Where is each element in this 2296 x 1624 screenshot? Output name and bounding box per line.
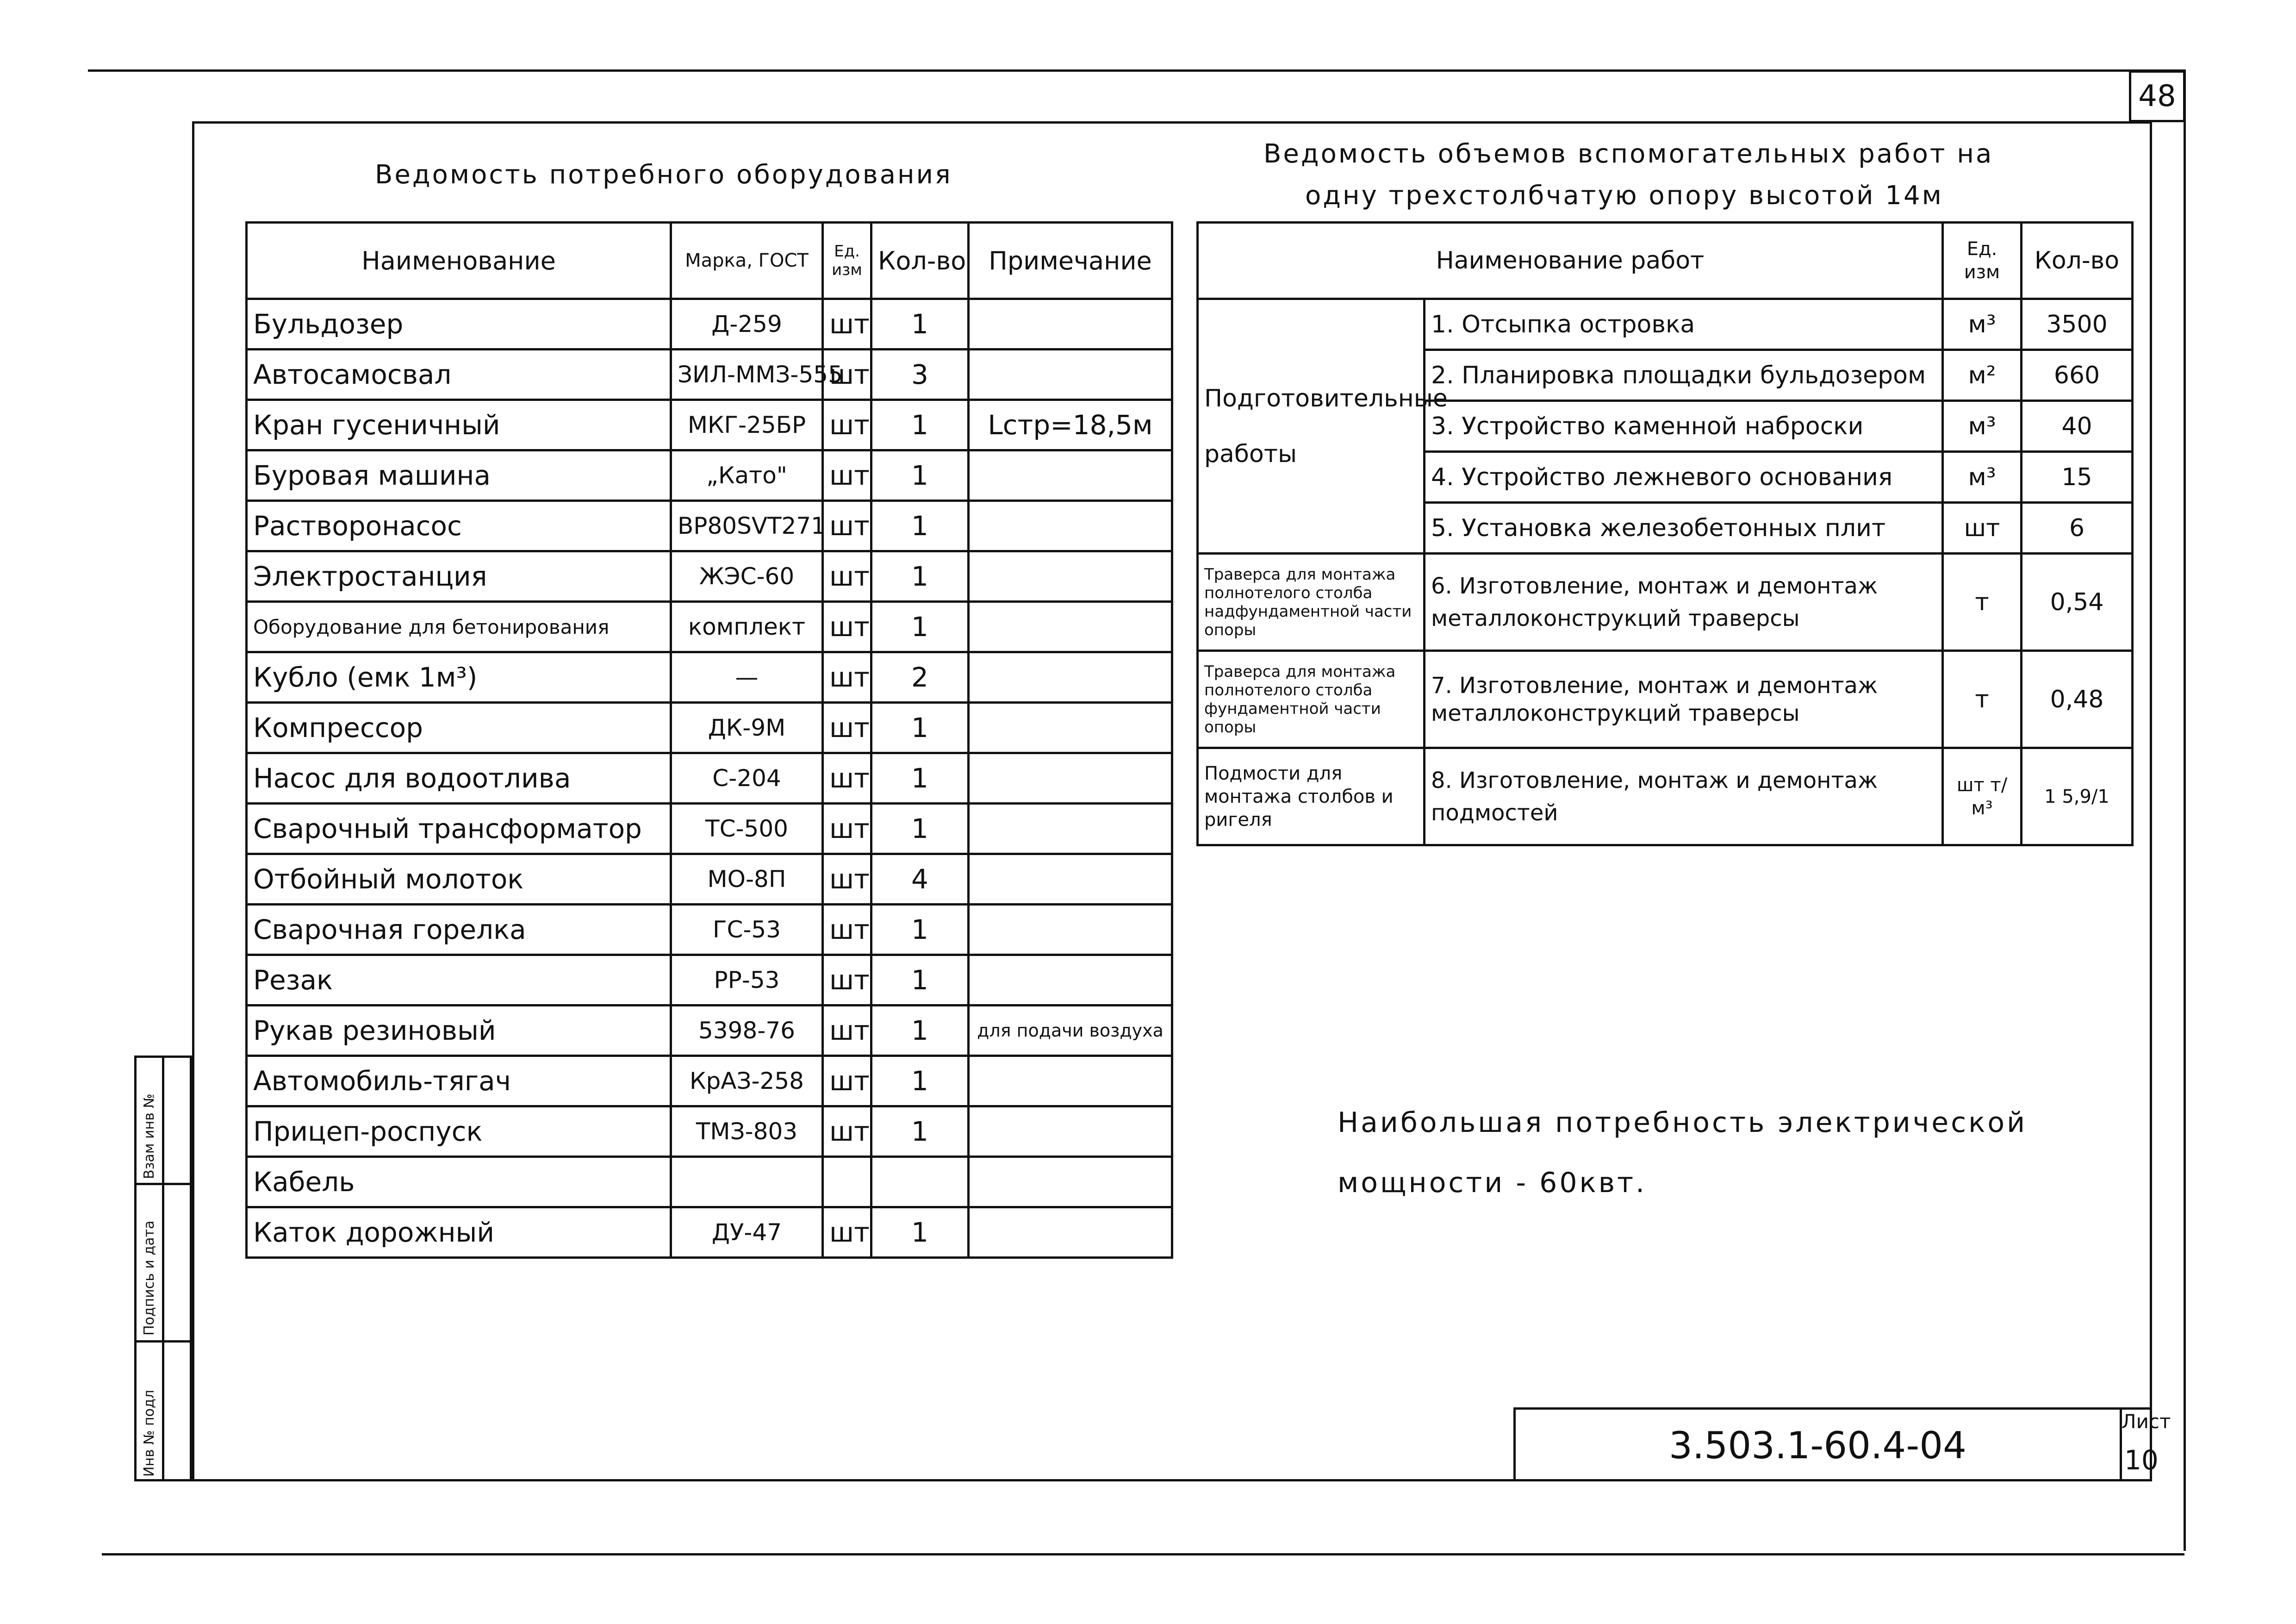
equipment-note: [969, 703, 1172, 753]
work-qty: 6: [2022, 503, 2133, 554]
equipment-unit: шт: [823, 1006, 871, 1056]
equipment-qty: 1: [871, 400, 969, 450]
header-note: Примечание: [969, 223, 1172, 299]
equipment-name: Автомобиль-тягач: [247, 1056, 671, 1106]
equipment-row: [247, 753, 1172, 804]
equipment-row: [247, 1207, 1172, 1258]
equipment-note: [969, 804, 1172, 854]
equipment-qty: 1: [871, 703, 969, 753]
equipment-row: [247, 905, 1172, 955]
equipment-row: [247, 501, 1172, 551]
equipment-brand: комплект: [671, 602, 823, 652]
equipment-brand: [671, 1157, 823, 1207]
works-row: [1198, 651, 2133, 748]
equipment-brand: ТМЗ-803: [671, 1106, 823, 1157]
equipment-note: [969, 854, 1172, 905]
equipment-row: [247, 1106, 1172, 1157]
equipment-row: [247, 400, 1172, 450]
equipment-qty: 3: [871, 350, 969, 400]
equipment-unit: шт: [823, 551, 871, 602]
equipment-unit: шт: [823, 1056, 871, 1106]
equipment-qty: 1: [871, 501, 969, 551]
work-qty: 40: [2022, 401, 2133, 452]
work-unit: шт т/м³: [1943, 748, 2022, 845]
work-qty: 3500: [2022, 299, 2133, 350]
equipment-name: Буровая машина: [247, 450, 671, 501]
equipment-qty: 1: [871, 299, 969, 350]
equipment-note: [969, 1157, 1172, 1207]
equipment-qty: 1: [871, 955, 969, 1006]
equipment-row: [247, 1006, 1172, 1056]
equipment-unit: шт: [823, 350, 871, 400]
equipment-qty: 1: [871, 450, 969, 501]
right-rule: [2184, 69, 2186, 1551]
works-table: [1196, 221, 2134, 846]
work-name: 7. Изготовление, монтаж и демонтаж металлоконструкций траверсы: [1425, 651, 1943, 748]
equipment-name: Компрессор: [247, 703, 671, 753]
equipment-qty: 1: [871, 551, 969, 602]
equipment-unit: шт: [823, 804, 871, 854]
work-unit: м³: [1943, 452, 2022, 503]
equipment-unit: шт: [823, 400, 871, 450]
work-unit: т: [1943, 651, 2022, 748]
equipment-brand: „Като": [671, 450, 823, 501]
power-note-line1: Наибольшая потребность электрической: [1338, 1106, 2028, 1139]
equipment-name: Каток дорожный: [247, 1207, 671, 1258]
equipment-note: Lстр=18,5м: [969, 400, 1172, 450]
equipment-qty: 1: [871, 905, 969, 955]
equipment-name: Резак: [247, 955, 671, 1006]
page-number: 48: [2129, 70, 2185, 122]
work-name: 8. Изготовление, монтаж и демонтаж подмостей: [1425, 748, 1943, 845]
equipment-row: [247, 804, 1172, 854]
header-qty: Кол-во: [871, 223, 969, 299]
equipment-brand: ГС-53: [671, 905, 823, 955]
header-works-name: Наименование работ: [1198, 223, 1943, 299]
equipment-name: Растворонасос: [247, 501, 671, 551]
equipment-brand: С-204: [671, 753, 823, 804]
side-label-replace: Взам инв №: [141, 1093, 157, 1179]
work-unit: м²: [1943, 350, 2022, 401]
equipment-note: [969, 450, 1172, 501]
equipment-brand: 5398-76: [671, 1006, 823, 1056]
header-works-unit: Ед. изм: [1943, 223, 2022, 299]
works-header-row: [1198, 223, 2133, 299]
equipment-qty: 1: [871, 753, 969, 804]
equipment-brand: КрАЗ-258: [671, 1056, 823, 1106]
equipment-brand: МО-8П: [671, 854, 823, 905]
work-unit: м³: [1943, 299, 2022, 350]
equipment-note: [969, 955, 1172, 1006]
work-qty: 0,54: [2022, 554, 2133, 651]
equipment-name: Бульдозер: [247, 299, 671, 350]
equipment-unit: шт: [823, 652, 871, 703]
work-name: 1. Отсыпка островка: [1425, 299, 1943, 350]
equipment-header-row: [247, 223, 1172, 299]
equipment-unit: шт: [823, 703, 871, 753]
equipment-row: [247, 703, 1172, 753]
equipment-unit: шт: [823, 1207, 871, 1258]
equipment-name: Автосамосвал: [247, 350, 671, 400]
equipment-name: Отбойный молоток: [247, 854, 671, 905]
equipment-row: [247, 602, 1172, 652]
equipment-name: Сварочная горелка: [247, 905, 671, 955]
work-qty: 660: [2022, 350, 2133, 401]
work-unit: шт: [1943, 503, 2022, 554]
work-unit: т: [1943, 554, 2022, 651]
equipment-row: [247, 551, 1172, 602]
equipment-unit: шт: [823, 955, 871, 1006]
equipment-brand: ВР80SVT271: [671, 501, 823, 551]
equipment-name: Кубло (емк 1м³): [247, 652, 671, 703]
equipment-table: [245, 221, 1173, 1259]
equipment-note: [969, 501, 1172, 551]
equipment-qty: 1: [871, 1106, 969, 1157]
power-note-line2: мощности - 60квт.: [1338, 1167, 1647, 1199]
side-stamp: [134, 1056, 192, 1481]
equipment-qty: 1: [871, 1207, 969, 1258]
equipment-row: [247, 1157, 1172, 1207]
work-name: 5. Установка железобетонных плит: [1425, 503, 1943, 554]
equipment-note: [969, 652, 1172, 703]
equipment-row: [247, 450, 1172, 501]
work-name: 6. Изготовление, монтаж и демонтаж металлоконструкций траверсы: [1425, 554, 1943, 651]
equipment-brand: МКГ-25БР: [671, 400, 823, 450]
equipment-note: [969, 1207, 1172, 1258]
equipment-name: Электростанция: [247, 551, 671, 602]
equipment-note: [969, 1106, 1172, 1157]
sheet-number: 10: [2124, 1444, 2159, 1476]
top-rule: [88, 69, 2184, 72]
group-prep: Подготовительные работы: [1198, 299, 1425, 554]
right-title-line1: Ведомость объемов вспомогательных работ на: [1263, 139, 1994, 169]
group-trav1: Траверса для монтажа полнотелого столба надфундаментной части опоры: [1198, 554, 1425, 651]
equipment-name: Насос для водоотлива: [247, 753, 671, 804]
equipment-brand: ДК-9М: [671, 703, 823, 753]
works-row: [1198, 748, 2133, 845]
equipment-unit: шт: [823, 854, 871, 905]
equipment-brand: РР-53: [671, 955, 823, 1006]
equipment-name: Кран гусеничный: [247, 400, 671, 450]
header-brand: Марка, ГОСТ: [671, 223, 823, 299]
equipment-brand: Д-259: [671, 299, 823, 350]
equipment-brand: ДУ-47: [671, 1207, 823, 1258]
equipment-name: Прицеп-роспуск: [247, 1106, 671, 1157]
equipment-brand: ЗИЛ-ММЗ-555: [671, 350, 823, 400]
work-qty: 1 5,9/1: [2022, 748, 2133, 845]
equipment-note: [969, 551, 1172, 602]
sheet-label: Лист: [2122, 1410, 2171, 1433]
equipment-unit: шт: [823, 753, 871, 804]
equipment-name: Кабель: [247, 1157, 671, 1207]
equipment-note: [969, 350, 1172, 400]
group-trav2: Траверса для монтажа полнотелого столба фундаментной части опоры: [1198, 651, 1425, 748]
equipment-qty: 1: [871, 804, 969, 854]
work-unit: м³: [1943, 401, 2022, 452]
equipment-unit: [823, 1157, 871, 1207]
equipment-brand: ТС-500: [671, 804, 823, 854]
equipment-note: [969, 753, 1172, 804]
equipment-row: [247, 854, 1172, 905]
equipment-qty: 4: [871, 854, 969, 905]
equipment-qty: 1: [871, 1006, 969, 1056]
side-label-sign: Подпись и дата: [141, 1220, 157, 1336]
equipment-note: для подачи воздуха: [969, 1006, 1172, 1056]
equipment-row: [247, 1056, 1172, 1106]
work-name: 2. Планировка площадки бульдозером: [1425, 350, 1943, 401]
header-name: Наименование: [247, 223, 671, 299]
equipment-name: Рукав резиновый: [247, 1006, 671, 1056]
equipment-name: Сварочный трансформатор: [247, 804, 671, 854]
equipment-qty: 1: [871, 1056, 969, 1106]
equipment-brand: ЖЭС-60: [671, 551, 823, 602]
equipment-unit: шт: [823, 1106, 871, 1157]
equipment-note: [969, 299, 1172, 350]
works-row: [1198, 554, 2133, 651]
equipment-row: [247, 350, 1172, 400]
work-qty: 15: [2022, 452, 2133, 503]
equipment-row: [247, 652, 1172, 703]
equipment-note: [969, 905, 1172, 955]
bottom-rule: [102, 1553, 2184, 1555]
left-title: Ведомость потребного оборудования: [375, 160, 952, 190]
equipment-qty: [871, 1157, 969, 1207]
group-podm: Подмости для монтажа столбов и ригеля: [1198, 748, 1425, 845]
equipment-row: [247, 955, 1172, 1006]
equipment-note: [969, 1056, 1172, 1106]
work-qty: 0,48: [2022, 651, 2133, 748]
work-name: 4. Устройство лежневого основания: [1425, 452, 1943, 503]
header-unit: Ед. изм: [823, 223, 871, 299]
side-label-inv: Инв № подл: [141, 1390, 157, 1477]
equipment-brand: —: [671, 652, 823, 703]
doc-code: 3.503.1-60.4-04: [1513, 1407, 2120, 1481]
equipment-unit: шт: [823, 299, 871, 350]
equipment-row: [247, 299, 1172, 350]
equipment-unit: шт: [823, 905, 871, 955]
equipment-qty: 2: [871, 652, 969, 703]
work-name: 3. Устройство каменной наброски: [1425, 401, 1943, 452]
right-title-line2: одну трехстолбчатую опору высотой 14м: [1305, 181, 1943, 211]
equipment-unit: шт: [823, 501, 871, 551]
equipment-qty: 1: [871, 602, 969, 652]
header-works-qty: Кол-во: [2022, 223, 2133, 299]
equipment-unit: шт: [823, 602, 871, 652]
works-row: [1198, 299, 2133, 350]
equipment-note: [969, 602, 1172, 652]
equipment-name: Оборудование для бетонирования: [247, 602, 671, 652]
equipment-unit: шт: [823, 450, 871, 501]
